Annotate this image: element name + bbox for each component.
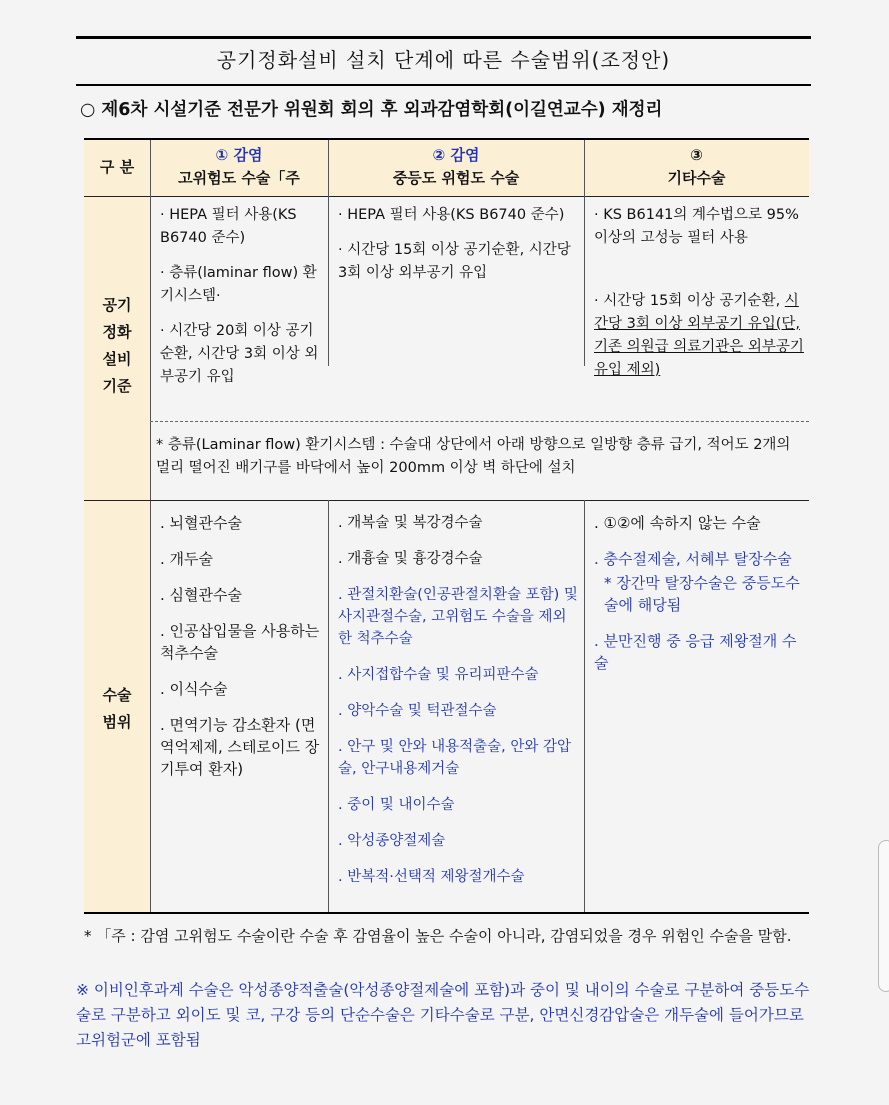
surgery-item: . 반복적·선택적 제왕절개수술 xyxy=(338,869,525,885)
col-divider-3b xyxy=(584,500,585,912)
row1-label-line: 기준 xyxy=(102,377,132,395)
footnote-ent: ※ 이비인후과계 수술은 악성종양적출술(악성종양절제술에 포함)과 중이 및 내이의 수술로 구분하여 중등도수술로 구분하고 외이도 및 코, 구강 등의 단순수술은 기타수술로 구분, 안면신경감압술은 개두술에 들어가므로 고위험군에 포함됨 xyxy=(76,981,810,1049)
surgery-item: . 인공삽입물을 사용하는 척추수술 xyxy=(160,622,320,662)
header-col1-num: ① 감염 xyxy=(215,146,263,164)
air-spec-text: · 시간당 15회 이상 공기순환, xyxy=(594,293,785,309)
surgery-item: . 개두술 xyxy=(160,550,214,568)
header-gubun: 구 분 xyxy=(99,158,135,176)
header-col3-title: 기타수술 xyxy=(667,169,726,187)
col-divider-2b xyxy=(328,500,329,912)
title-top-rule xyxy=(76,36,811,39)
row2-col1 xyxy=(160,512,326,794)
surgery-note: * 장간막 탈장수술은 중등도수술에 해당됨 xyxy=(604,574,800,614)
page-subtitle: ○ 제6차 시설기준 전문가 위원회 회의 후 외과감염학회(이길연교수) 재정리 xyxy=(80,100,663,120)
header-divider xyxy=(84,196,809,197)
footnote-high-risk: * 「주 : 감염 고위험도 수술이란 수술 후 감염율이 높은 수술이 아니라, 감염되었을 경우 위험인 수술을 말함. xyxy=(84,927,792,945)
surgery-item: . 개복술 및 복강경수술 xyxy=(338,515,483,531)
row2-label xyxy=(84,682,150,736)
surgery-item: . 분만진행 중 응급 제왕절개 수술 xyxy=(594,632,797,672)
surgery-item: . 이식수술 xyxy=(160,680,228,698)
header-col1-title: 고위험도 수술「주 xyxy=(178,169,300,187)
header-col2-num: ② 감염 xyxy=(432,146,480,164)
air-spec-item: · 시간당 15회 이상 공기순환, 시간당 3회 이상 외부공기 유입 xyxy=(338,242,571,281)
surgery-item: . 관절치환술(인공관절치환술 포함) 및 사지관절수술, 고위험도 수술을 제외한 척추수술 xyxy=(338,587,578,647)
surgery-range-table xyxy=(84,138,809,914)
page-title: 공기정화설비 설치 단계에 따른 수술범위(조정안) xyxy=(216,48,671,72)
surgery-item: . 양악수술 및 턱관절수술 xyxy=(338,703,497,719)
surgery-item: . 심혈관수술 xyxy=(160,586,242,604)
surgery-item: . ①②에 속하지 않는 수술 xyxy=(594,514,761,532)
row-divider xyxy=(84,500,809,501)
row2-col2 xyxy=(338,512,580,902)
scroll-handle[interactable] xyxy=(878,840,889,992)
surgery-item: . 사지접합수술 및 유리피판수술 xyxy=(338,667,539,683)
row1-label-line: 정화 xyxy=(102,323,132,341)
col-divider-2a xyxy=(328,140,329,366)
surgery-item: . 안구 및 안와 내용적출술, 안와 감압술, 안구내용제거술 xyxy=(338,739,571,777)
air-spec-underlined: 시간당 3회 이상 외부공기 유입(단, 기존 의원급 의료기관은 외부공기 유입 제외) xyxy=(594,293,804,378)
surgery-item: . 악성종양절제술 xyxy=(338,833,446,849)
row2-col3 xyxy=(594,512,804,688)
row2-label-line: 범위 xyxy=(102,713,132,731)
title-bottom-rule xyxy=(76,84,811,86)
air-spec-item: · HEPA 필터 사용(KS B6740 준수) xyxy=(338,207,565,223)
air-spec-item xyxy=(594,290,804,382)
header-col2-title: 중등도 위험도 수술 xyxy=(392,169,520,187)
air-spec-item: · KS B6141의 계수법으로 95% 이상의 고성능 필터 사용 xyxy=(594,207,799,246)
air-spec-item: · 층류(laminar flow) 환기시스템· xyxy=(160,265,317,304)
laminar-flow-footnote: * 층류(Laminar flow) 환기시스템 : 수술대 상단에서 아래 방향으로 일방향 층류 급기, 적어도 2개의 멀리 떨어진 배기구를 바닥에서 높이 200mm 이상 벽 하단에 설치 xyxy=(156,437,791,476)
air-spec-item: · 시간당 20회 이상 공기순환, 시간당 3회 이상 외부공기 유입 xyxy=(160,323,319,385)
col-divider-1 xyxy=(150,140,151,912)
surgery-item: . 개흉술 및 흉강경수술 xyxy=(338,551,483,567)
col-divider-3a xyxy=(584,140,585,366)
surgery-item: . 면역기능 감소환자 (면역억제제, 스테로이드 장기투여 환자) xyxy=(160,716,320,778)
row1-col1 xyxy=(160,204,326,401)
row1-label-line: 설비 xyxy=(102,350,132,368)
row2-label-line: 수술 xyxy=(102,686,132,704)
surgery-item: . 뇌혈관수술 xyxy=(160,514,242,532)
row1-label xyxy=(84,292,150,400)
row1-col3 xyxy=(594,204,804,382)
air-spec-item: · HEPA 필터 사용(KS B6740 준수) xyxy=(160,207,297,246)
row1-col2 xyxy=(338,204,578,297)
surgery-item: . 충수절제술, 서혜부 탈장수술 xyxy=(594,550,792,568)
surgery-item: . 중이 및 내이수술 xyxy=(338,797,455,813)
header-col3-num: ③ xyxy=(690,146,703,164)
row1-label-line: 공기 xyxy=(102,296,132,314)
footnote-divider xyxy=(150,421,809,422)
